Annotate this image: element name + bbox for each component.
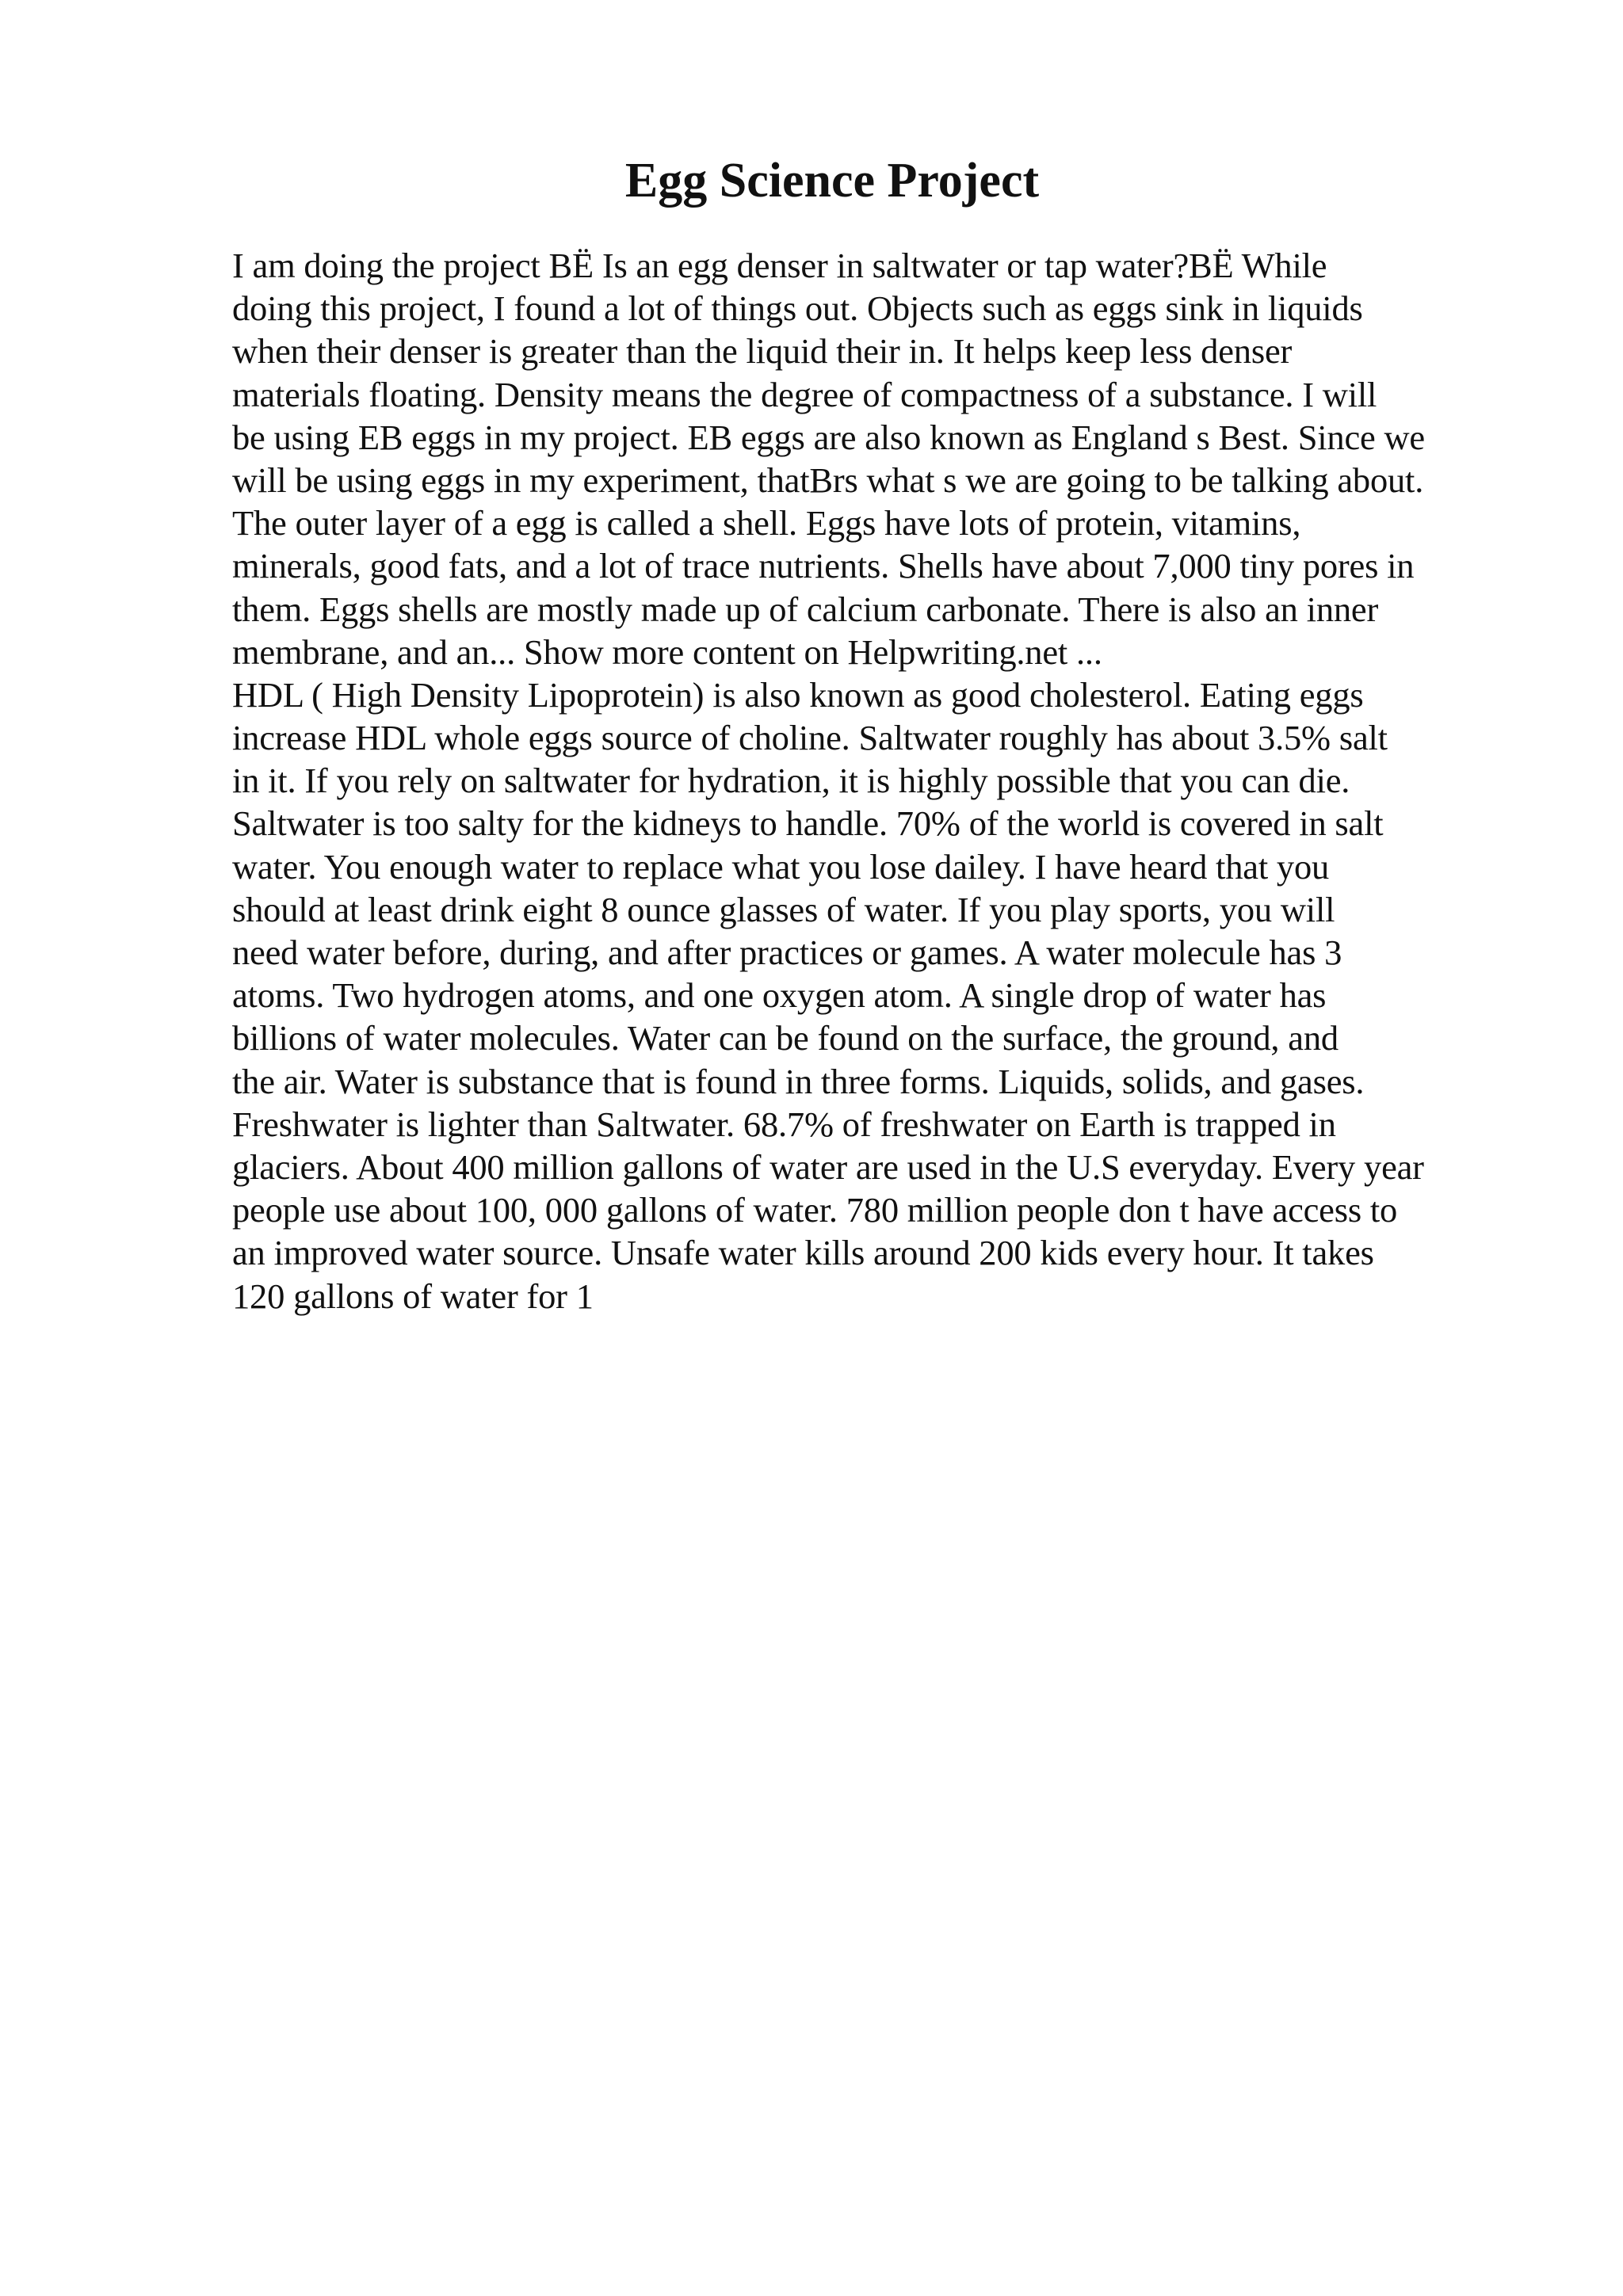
document-body: [232, 244, 1516, 1318]
text-line: I am doing the project BË Is an egg denser in saltwater or tap water?BË While: [232, 246, 1327, 285]
text-line: HDL ( High Density Lipoprotein) is also known as good cholesterol. Eating eggs: [232, 674, 1364, 715]
text-line: materials floating. Density means the degree of compactness of a substance. I will: [232, 374, 1377, 414]
text-line: will be using eggs in my experiment, thatBrs what s we are going to be talking about.: [232, 460, 1424, 500]
text-line: should at least drink eight 8 ounce glasses of water. If you play sports, you will: [232, 889, 1335, 929]
text-line: in it. If you rely on saltwater for hydration, it is highly possible that you can die.: [232, 761, 1350, 801]
text-line: the air. Water is substance that is found in three forms. Liquids, solids, and gases.: [232, 1061, 1365, 1101]
text-line: atoms. Two hydrogen atoms, and one oxygen atom. A single drop of water has: [232, 975, 1327, 1016]
text-line: Freshwater is lighter than Saltwater. 68.7% of freshwater on Earth is trapped in: [232, 1104, 1336, 1144]
text-line: glaciers. About 400 million gallons of water are used in the U.S everyday. Every year: [232, 1146, 1424, 1187]
text-line: minerals, good fats, and a lot of trace nutrients. Shells have about 7,000 tiny pores in: [232, 546, 1415, 586]
text-line: when their denser is greater than the liquid their in. It helps keep less denser: [232, 331, 1293, 372]
text-line: an improved water source. Unsafe water kills around 200 kids every hour. It takes: [232, 1233, 1374, 1273]
text-line: people use about 100, 000 gallons of water. 780 million people don t have access to: [232, 1190, 1398, 1230]
text-line: membrane, and an... Show more content on Helpwriting.net ...: [232, 631, 1102, 672]
document-title: Egg Science Project: [624, 154, 1040, 208]
text-line: be using EB eggs in my project. EB eggs are also known as England s Best. Since we: [232, 417, 1425, 457]
text-line: water. You enough water to replace what you lose dailey. I have heard that you: [232, 846, 1330, 887]
text-line: billions of water molecules. Water can be found on the surface, the ground, and: [232, 1018, 1338, 1058]
text-line: need water before, during, and after practices or games. A water molecule has 3: [232, 933, 1342, 972]
text-line: Saltwater is too salty for the kidneys to handle. 70% of the world is covered in salt: [232, 803, 1384, 844]
text-line: The outer layer of a egg is called a shell. Eggs have lots of protein, vitamins,: [232, 503, 1301, 543]
text-line: them. Eggs shells are mostly made up of calcium carbonate. There is also an inner: [232, 589, 1379, 629]
text-line: 120 gallons of water for 1: [232, 1276, 594, 1316]
text-line: doing this project, I found a lot of things out. Objects such as eggs sink in liquids: [232, 288, 1363, 329]
text-line: increase HDL whole eggs source of choline. Saltwater roughly has about 3.5% salt: [232, 718, 1388, 758]
